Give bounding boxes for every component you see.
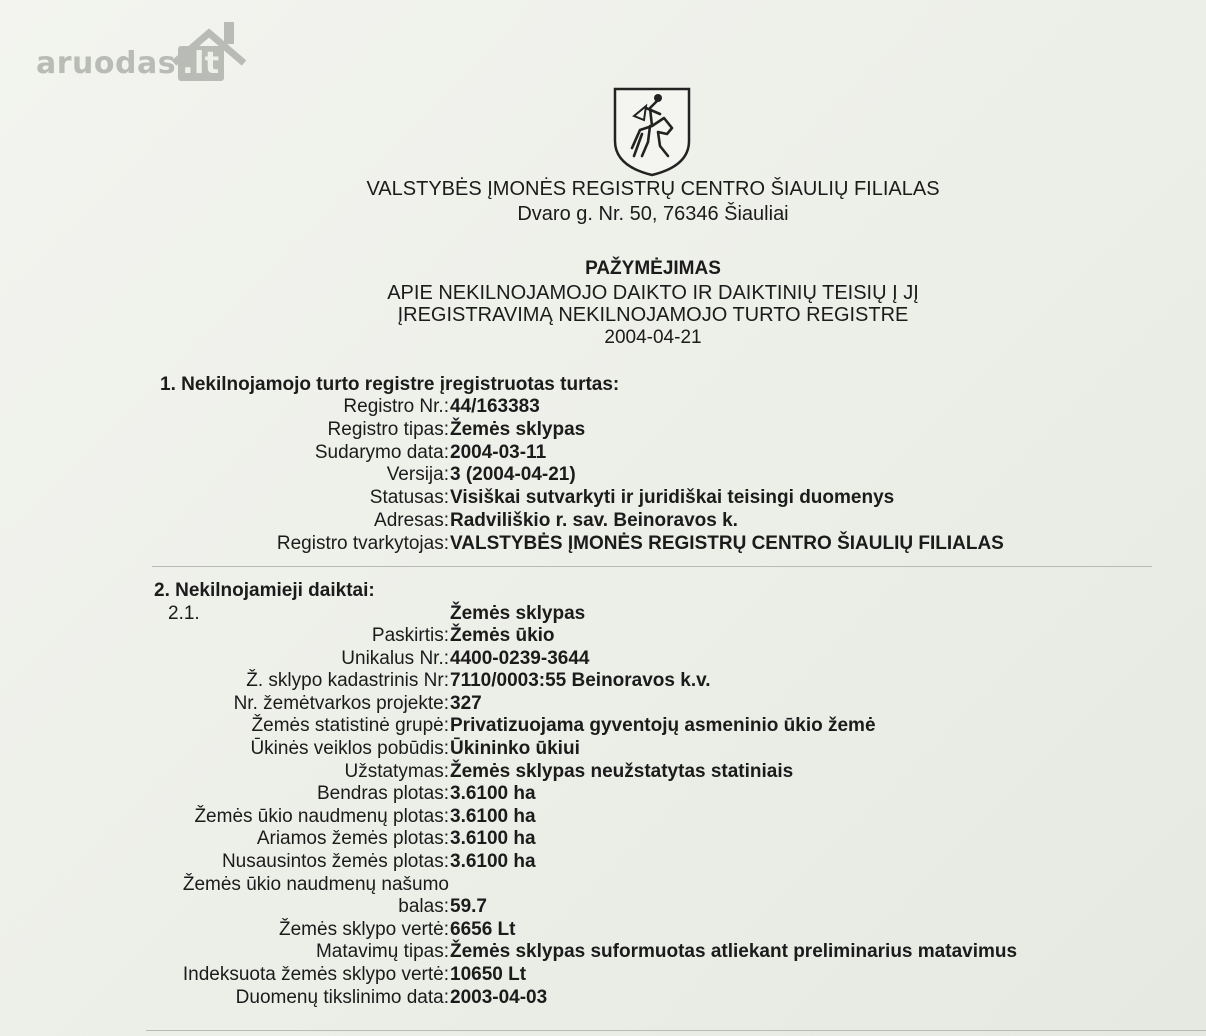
field-label: Žemės ūkio naudmenų plotas: — [194, 805, 449, 827]
field-value: 3.6100 ha — [450, 783, 536, 805]
field-label: Registro Nr.: — [343, 396, 449, 417]
issuer-address: Dvaro g. Nr. 50, 76346 Šiauliai — [517, 203, 789, 225]
divider — [152, 566, 1152, 567]
field-row — [0, 987, 1206, 1009]
field-label: Žemės sklypo vertė: — [279, 918, 449, 940]
document-date: 2004-04-21 — [604, 327, 702, 348]
field-label: Statusas: — [369, 487, 449, 509]
field-value: 3.6100 ha — [450, 805, 536, 827]
watermark-brand: aruodas — [36, 46, 177, 81]
document-subtitle-2: ĮREGISTRAVIMĄ NEKILNOJAMOJO TURTO REGISTRE — [397, 304, 909, 326]
field-value: 44/163383 — [450, 396, 540, 417]
field-row — [0, 896, 1206, 918]
field-label: Ūkinės veiklos pobūdis: — [250, 738, 449, 759]
field-row — [0, 396, 1206, 418]
field-row — [0, 442, 1206, 464]
field-row — [0, 738, 1206, 760]
item-number: 2.1. — [168, 603, 200, 624]
field-row — [0, 648, 1206, 670]
field-value: 59.7 — [450, 896, 487, 918]
field-row — [0, 761, 1206, 783]
house-roof-icon — [164, 18, 254, 68]
field-value: Visiškai sutvarkyti ir juridiškai teisingi duomenys — [450, 487, 895, 509]
field-row — [0, 941, 1206, 963]
field-label: Bendras plotas: — [316, 783, 449, 805]
field-value: 10650 Lt — [450, 964, 527, 985]
issuer-name: VALSTYBĖS ĮMONĖS REGISTRŲ CENTRO ŠIAULIŲ FILIALAS — [366, 178, 940, 200]
field-value: 6656 Lt — [450, 918, 516, 940]
field-value: 3.6100 ha — [450, 828, 536, 850]
field-label: Registro tvarkytojas: — [276, 532, 449, 554]
field-label: Versija: — [386, 464, 449, 486]
field-row — [0, 919, 1206, 941]
field-value: VALSTYBĖS ĮMONĖS REGISTRŲ CENTRO ŠIAULIŲ FILIALAS — [450, 532, 1004, 554]
field-row — [0, 693, 1206, 715]
field-value: 4400-0239-3644 — [450, 647, 590, 669]
field-row — [0, 715, 1206, 737]
item-title: Žemės sklypas — [450, 603, 586, 624]
field-value: Žemės ūkio — [450, 625, 555, 646]
field-label: Nusausintos žemės plotas: — [221, 851, 449, 872]
field-row — [0, 670, 1206, 692]
section-2-heading: 2. Nekilnojamieji daiktai: — [154, 580, 375, 601]
field-row — [0, 510, 1206, 532]
field-value: Radviliškio r. sav. Beinoravos k. — [450, 510, 738, 531]
field-row — [0, 533, 1206, 555]
field-label: Užstatymas: — [344, 760, 449, 782]
field-label: Duomenų tikslinimo data: — [235, 986, 449, 1008]
field-label: Paskirtis: — [371, 625, 449, 646]
field-value: 3 (2004-04-21) — [450, 464, 576, 486]
field-label: Registro tipas: — [327, 418, 449, 440]
field-label: Žemės statistinė grupė: — [251, 715, 449, 737]
field-value: Žemės sklypas — [450, 418, 586, 440]
field-value: 2004-03-11 — [450, 441, 547, 463]
divider-bottom — [146, 1030, 1206, 1031]
field-label: Nr. žemėtvarkos projekte: — [233, 692, 449, 714]
field-row — [0, 783, 1206, 805]
field-value: Ūkininko ūkiui — [450, 738, 580, 759]
field-value: Žemės sklypas suformuotas atliekant preliminarius matavimus — [450, 941, 1018, 963]
field-value: Žemės sklypas neužstatytas statiniais — [450, 760, 794, 782]
field-row — [0, 806, 1206, 828]
field-label: Adresas: — [374, 510, 449, 531]
field-label: Indeksuota žemės sklypo vertė: — [182, 964, 449, 985]
field-value: 327 — [450, 692, 482, 714]
field-row — [0, 874, 1206, 896]
section-1-heading: 1. Nekilnojamojo turto registre įregistruotas turtas: — [160, 374, 620, 395]
field-row — [0, 964, 1206, 986]
field-label: balas: — [398, 896, 449, 918]
field-label: Unikalus Nr.: — [341, 647, 449, 669]
document-title: PAŽYMĖJIMAS — [585, 258, 721, 279]
field-label: Ariamos žemės plotas: — [256, 828, 449, 850]
field-label: Ž. sklypo kadastrinis Nr: — [246, 670, 449, 692]
document-subtitle-1: APIE NEKILNOJAMOJO DAIKTO IR DAIKTINIŲ TEISIŲ Į JĮ — [387, 282, 919, 304]
field-label: Sudarymo data: — [314, 441, 449, 463]
field-value: Privatizuojama gyventojų asmeninio ūkio žemė — [450, 715, 876, 737]
field-value: 3.6100 ha — [450, 851, 536, 872]
coat-of-arms-icon — [612, 86, 692, 178]
field-label: Žemės ūkio naudmenų našumo — [182, 873, 449, 895]
field-value: 7110/0003:55 Beinoravos k.v. — [450, 670, 711, 692]
field-row — [0, 851, 1206, 873]
watermark-suffix: .lt — [178, 46, 224, 81]
field-row — [0, 487, 1206, 509]
field-row — [0, 419, 1206, 441]
field-row — [0, 625, 1206, 647]
field-row — [0, 828, 1206, 850]
aruodas-watermark — [36, 46, 224, 81]
field-label: Matavimų tipas: — [315, 941, 449, 963]
field-row — [0, 464, 1206, 486]
field-value: 2003-04-03 — [450, 986, 548, 1008]
